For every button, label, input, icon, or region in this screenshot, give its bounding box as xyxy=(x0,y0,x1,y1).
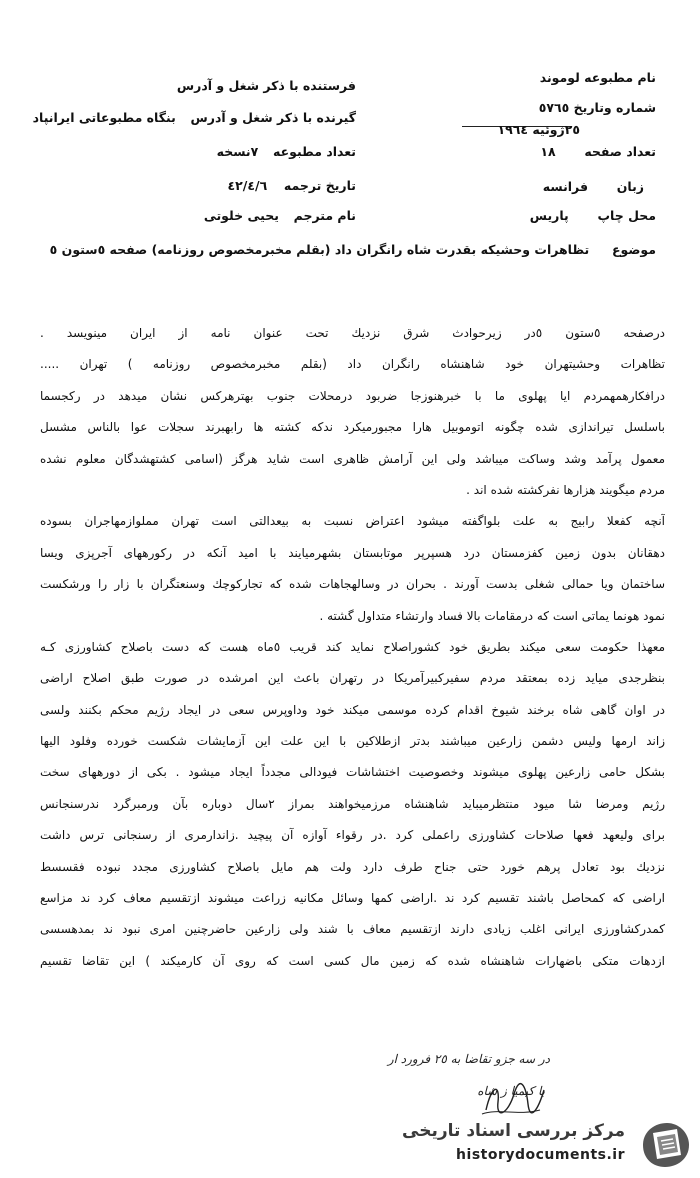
translator-label: نام مترجم xyxy=(293,208,356,223)
handwritten-note xyxy=(388,1052,550,1066)
body-line: کمدرکشاورزی ایرانی اغلب زیادی دارند ازتقسیم معاف با شند ولی زارعین حاضرچنین امری نبود ند بمدهسسی xyxy=(40,922,665,937)
language-value: فرانسه xyxy=(542,179,589,194)
header-receiver xyxy=(33,110,356,126)
number-date-label: شماره وتاریخ ٥٧٦٥ xyxy=(538,100,656,115)
header-pages xyxy=(540,144,656,160)
place-label: محل چاپ xyxy=(597,208,656,223)
body-text xyxy=(40,318,665,977)
signature-scribble xyxy=(478,1080,548,1118)
sender-label: فرستنده با ذکر شغل و آدرس xyxy=(176,78,356,93)
receiver-label: گیرنده با ذکر شغل و آدرس xyxy=(190,110,356,125)
header-subject xyxy=(50,242,656,258)
body-line: بنظرجدی میاید زده بمعتقد مردم سفیرکبیرآمریکا در رتهران باعث این امرشده در صورت طبق اصلاح اراضی xyxy=(40,671,665,686)
body-line: اراضی که کمحاصل باشند تقسیم کرد ند .اراضی کمها وسائل مکانیه زراعت میشوند ازتقسیم معاف کرد ند مزاسع xyxy=(40,891,665,906)
pages-value: ١٨ xyxy=(540,144,556,159)
body-line: تظاهرات وحشیتهران خود شاهنشاه رانگران داد (بقلم مخبرمخصوص روزنامه ) تهران ..... xyxy=(40,357,665,372)
language-label: زبان xyxy=(616,179,644,194)
translation-date-label: تاریخ ترجمه xyxy=(283,178,356,193)
body-line: درصفحه ٥ستون ٥در زیرحوادث شرق نزدیك تحت عنوان نامه از ایران مینویسد . xyxy=(40,326,665,340)
body-line: مردم میگویند هزارها نفرکشته شده اند . xyxy=(466,482,665,497)
body-line: رژیم ومرضا شا میود منتظرمیباید شاهنشاه مرزمیخواهند بمراز ٢سال دوباره بآن ورمبرگرد ندرسنجانس xyxy=(40,796,665,811)
body-line: آنچه کفعلا رابیج به علت بلواگفته میشود اعتراض نسبت به بیعدالتی است تهران مملوازمهاجران بسوده xyxy=(40,514,665,529)
watermark xyxy=(402,1117,695,1173)
translator-value: یحیی خلوتی xyxy=(203,208,279,223)
date-value: ٢٥ژوئیه ١٩٦٤ xyxy=(497,122,580,137)
subject-label: موضوع xyxy=(611,242,656,257)
header-translator xyxy=(204,208,356,224)
body-line: ازدهات متکی باضهارات شاهنشاه شده که زمین مال کسی است که روی آن کارمیکند ) این تقاضا تقسیم xyxy=(40,953,665,968)
copies-label: تعداد مطبوعه xyxy=(273,144,356,159)
signature-label: با کیمیا ز شاه xyxy=(477,1084,545,1098)
header-date-value xyxy=(498,122,581,138)
header-language xyxy=(543,179,644,195)
pages-label: تعداد صفحه xyxy=(584,144,656,159)
header-sender xyxy=(177,78,356,94)
body-line: ساختمان ویا حمالی شغلی بدست آورند . بحران در وسالهجاهات شده که تجارکوچك وسنعتگران با زار را ورشکست xyxy=(40,577,665,592)
body-line: دهقانان بدون زمین کفزمستان درد هسپرپر موتابستان بشهرمیایند با امید آنکه در رکورههای آجرپزی ویسا xyxy=(40,545,665,560)
body-line: باسلسل تیراندازی شده چگونه اتوموبیل هارا مجبورمیکرد ندکه کشته ها رابهبرند سجلات عوا بالناس مشسل xyxy=(40,420,665,435)
title-label: نام مطبوعه لوموند xyxy=(539,70,656,85)
header-translation-date xyxy=(228,178,356,194)
handwritten-note-text: در سه جزو تقاضا به ٢٥ فرورد ار xyxy=(387,1052,550,1066)
archive-logo-icon xyxy=(637,1119,693,1171)
body-line: نمود هونما یماتی است که درمقامات بالا فساد وارتشاء متداول گشته . xyxy=(319,608,665,623)
body-line: بشکل حامی زارعین پهلوی میشوند وخصوصیت اختشاشات فیودالی مجدداً ایجاد میشود . بکی از دورههای سخت xyxy=(40,765,665,780)
body-line: برای ولیعهد فعها صلاحات کشاورزی راعملی کرد .در رقواء آوازه آن پیچید .زاندارمری از رسنجانی ترس داشت xyxy=(40,828,665,843)
header-place xyxy=(530,208,656,224)
header-title xyxy=(540,70,656,86)
watermark-url: historydocuments.ir xyxy=(456,1147,625,1163)
watermark-title: مرکز بررسی اسناد تاریخی xyxy=(402,1121,625,1141)
header-number-date xyxy=(539,100,656,116)
body-line: معهذا حکومت سعی میکند بطریق خود کشوراصلاح نماید کند قریب ٥ماه هست که دست باصلاح کشاورزی کـه xyxy=(40,639,665,654)
place-value: پاریس xyxy=(529,208,569,223)
receiver-value: بنگاه مطبوعاتی ایرانپاد xyxy=(32,110,176,125)
body-line: زاند ارمها ولیس دشمن زارعین میباشند بدتر ازطلاکین با این علت این آزمایشات شکست خورده وفلود الیها xyxy=(40,734,665,749)
body-line: درافکارهمهمردم ایا پهلوی ما با خبرهنوزجا ضربود درمحلات جنوب بهترهرکس نشان میدهد در رکجسما xyxy=(40,388,665,403)
translation-date-value: ٤٢/٤/٦ xyxy=(227,178,268,193)
copies-value: ٧نسخه xyxy=(216,144,259,159)
body-line: نزدیك بود تعادل پرهم خورد حتی جناح طرف دارد ولت هم مایل باصلاح کشاورزی مجدد نبوده فقسسط xyxy=(40,859,665,874)
subject-value: تظاهرات وحشیکه بقدرت شاه رانگران داد (بقلم مخبرمخصوص روزنامه) صفحه ٥ستون ٥ xyxy=(49,242,590,257)
body-line: در اوان گاهی شاه برخند شیوخ اقدام کرده موسمی میکند خود وداوپرس سعی در ایجاد رژیم محکم بکنند ولسی xyxy=(40,702,665,717)
header-copies xyxy=(217,144,356,160)
body-line: معمول پرآمد وشد وساکت میباشد ولی این آرامش ظاهری است شاید هرگز (اسامی کشتهشدگان معلوم نشده xyxy=(40,451,665,466)
